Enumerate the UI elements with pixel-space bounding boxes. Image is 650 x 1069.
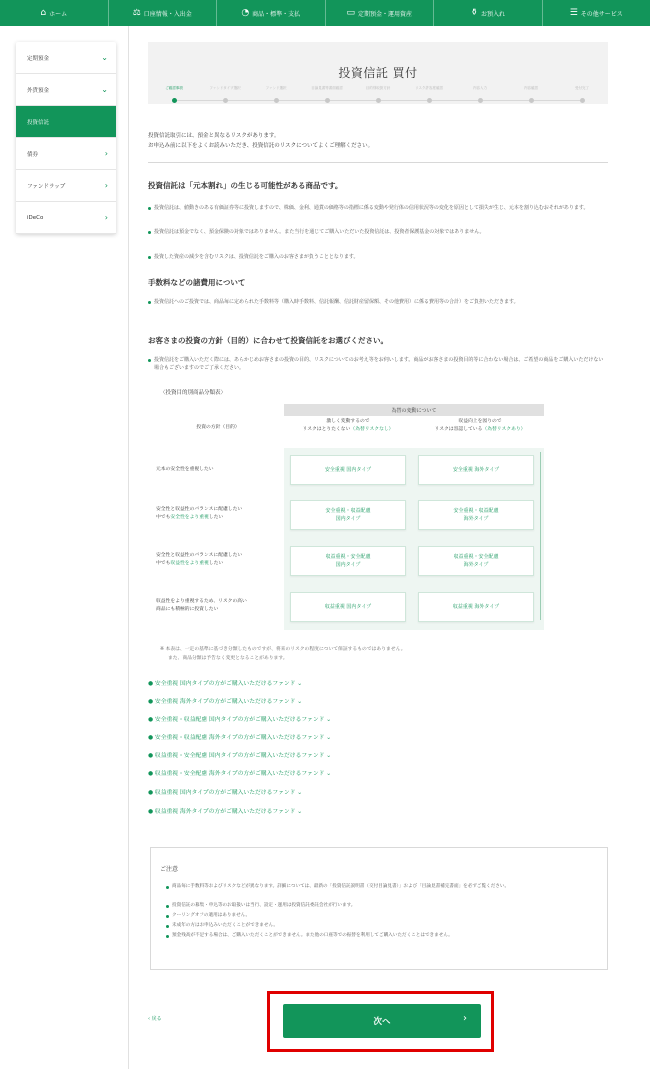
notice-bullet: 投資信託の募集・申込等のお取扱いは当行、設定・運用は投資信託委託会社が行います。 xyxy=(166,902,598,910)
intro-text-1: 投資信託取引には、預金と異なるリスクがあります。 xyxy=(148,133,280,139)
table-row-label-1 xyxy=(156,466,280,474)
notice-bullet: 預金残高が不足する場合は、ご購入いただくことができません。また他の口座等での振替を利用してご購入いただくことはできません。 xyxy=(166,932,598,940)
fund-link-safe-balanced-overseas[interactable]: ● 安全重視・収益配慮 海外タイプの方がご購入いただけるファンド ⌄ xyxy=(148,735,332,741)
folder-icon: ▭ xyxy=(346,8,355,18)
notice-bullet: クーリングオフの適用はありません。 xyxy=(166,912,598,920)
back-link[interactable] xyxy=(148,1015,162,1022)
fund-type-cell: 収益重視 国内タイプ xyxy=(290,592,406,622)
notice-title: ご注意 xyxy=(160,866,179,873)
header-line xyxy=(418,426,542,434)
table-group-header: 為替の変動について xyxy=(284,404,544,416)
step-label: 内容入力 xyxy=(473,86,487,90)
link-text: 収益重視 海外タイプの方がご購入いただけるファンド xyxy=(154,809,296,815)
table-note: ※ 本表は、一定の基準に基づき分類したものですが、将来のリスクの程度について保証するものではありません。 xyxy=(160,647,406,652)
nav-assets[interactable] xyxy=(326,0,435,26)
fund-type-cell: 安全重視・収益配慮 国内タイプ xyxy=(290,500,406,530)
link-text: 安全重視・収益配慮 海外タイプの方がご購入いただけるファンド xyxy=(154,735,325,741)
row-text-part: 中でも xyxy=(156,561,171,566)
sidebar-item-bonds[interactable] xyxy=(16,138,116,170)
table-col-header-2 xyxy=(418,418,542,434)
notice-bullet: 未成年の方はお申込みいただくことができません。 xyxy=(166,922,598,930)
sidebar-item-ideco[interactable] xyxy=(16,202,116,234)
step-dot xyxy=(529,98,534,103)
fund-type-cell: 収益重視 海外タイプ xyxy=(418,592,534,622)
sidebar-item-label: 債券 xyxy=(27,151,39,158)
bullet-text: 投資信託は、値動きのある有価証券等に投資しますので、株価、金利、通貨の価格等の指標に係る変動や発行体の信用状況等の変化を原因として損失が生じ、元本を割り込むおそれがあります。 xyxy=(148,204,608,212)
divider xyxy=(148,162,608,163)
home-icon: ⌂ xyxy=(40,8,47,18)
row-text: 収益性をより重視するため、リスクの高い xyxy=(156,599,247,604)
row-text: 安全性と収益性のバランスに配慮したい xyxy=(156,553,243,558)
section-heading: お客さまの投資の方針（目的）に合わせて投資信託をお選びください。 xyxy=(148,336,388,345)
step-label: ファンド選択 xyxy=(265,86,287,90)
nav-deposit[interactable] xyxy=(434,0,543,26)
chevron-right-icon: › xyxy=(104,213,108,222)
nav-label: 定期預金・運用資産 xyxy=(358,10,413,18)
step-dot xyxy=(580,98,585,103)
progress-steps xyxy=(148,86,608,106)
step-dot xyxy=(478,98,483,103)
row-text: 元本の安全性を重視したい xyxy=(156,467,214,472)
section-heading: 投資信託は「元本割れ」の生じる可能性がある商品です。 xyxy=(148,181,343,190)
link-text: 安全重視 海外タイプの方がご購入いただけるファンド xyxy=(154,699,296,705)
deposit-icon: ⚱ xyxy=(470,8,479,18)
sidebar-item-fund-wrap[interactable] xyxy=(16,170,116,202)
nav-label: 口座情報・入出金 xyxy=(143,10,192,18)
table-caption: 〈投資目的別商品分類表〉 xyxy=(160,390,227,396)
step-label: リスク許容度確認 xyxy=(415,86,443,90)
fund-link-safe-domestic[interactable]: ● 安全重視 国内タイプの方がご購入いただけるファンド ⌄ xyxy=(148,681,303,687)
fund-link-yield-balanced-domestic[interactable]: ● 収益重視・安全配慮 国内タイプの方がご購入いただけるファンド ⌄ xyxy=(148,753,332,759)
notice-bullet: 商品毎に手数料等およびリスクなどが異なります。詳細については、最新の「投資信託説明書（交付目論見書）」および「目論見書補完書面」を必ずご覧ください。 xyxy=(166,883,598,891)
fund-link-safe-overseas[interactable]: ● 安全重視 海外タイプの方がご購入いただけるファンド ⌄ xyxy=(148,699,303,705)
bullet-text: 投資信託をご購入いただく際には、あらかじめお客さまの投資の目的、リスクについてのお考え等をお伺いします。商品がお客さまの投資目的等に合わない場合は、ご希望の商品をご購入いただけない場合もございますのでご了承ください。 xyxy=(148,356,608,372)
sidebar-item-label: ファンドラップ xyxy=(27,183,66,190)
link-text: 収益重視 国内タイプの方がご購入いただけるファンド xyxy=(154,790,296,796)
risk-arrow xyxy=(540,452,541,620)
sidebar-item-investment-trust[interactable] xyxy=(16,106,116,138)
chevron-down-icon: ⌄ xyxy=(101,85,108,94)
nav-label: その他サービス xyxy=(580,10,623,18)
back-label: 戻る xyxy=(151,1016,162,1022)
chevron-left-icon: ‹ xyxy=(148,1016,150,1022)
row-text: 安全性と収益性のバランスに配慮したい xyxy=(156,507,243,512)
row-text xyxy=(156,560,280,568)
table-row-label-4 xyxy=(156,598,280,614)
bullet-text: 投資信託へのご投資では、商品毎に定められた手数料等（購入時手数料、信託報酬、信託財産留保額、その他費用）に係る費用等の合計）をご負担いただきます。 xyxy=(148,298,608,306)
bullet-text: 投資信託は預金でなく、預金保険の対象ではありません。また当行を通じてご購入いただいた投資信託は、投資者保護基金の対象ではありません。 xyxy=(148,228,608,236)
trade-icon: ◔ xyxy=(241,8,250,18)
menu-icon: ☰ xyxy=(569,8,578,18)
link-text: 安全重視・収益配慮 国内タイプの方がご購入いただけるファンド xyxy=(154,717,325,723)
nav-other[interactable] xyxy=(543,0,650,26)
section-heading: 手数料などの諸費用について xyxy=(148,278,246,287)
nav-label: 商品・標準・支払 xyxy=(252,10,301,18)
step-label: ファンドタイプ選択 xyxy=(209,86,241,90)
nav-label: お預入れ xyxy=(481,10,506,18)
header-highlight: （為替リスクなし） xyxy=(350,427,394,432)
sidebar-item-label: 定期預金 xyxy=(27,55,50,62)
row-text-part: 中でも xyxy=(156,515,171,520)
header-highlight: （為替リスクあり） xyxy=(482,427,526,432)
fund-link-yield-domestic[interactable]: ● 収益重視 国内タイプの方がご購入いただけるファンド ⌄ xyxy=(148,790,303,796)
link-text: 収益重視・安全配慮 国内タイプの方がご購入いただけるファンド xyxy=(154,753,325,759)
step-dot xyxy=(223,98,228,103)
link-text: 収益重視・安全配慮 海外タイプの方がご購入いただけるファンド xyxy=(154,771,325,777)
chevron-right-icon: › xyxy=(463,1013,467,1024)
sidebar-item-label: 投資信託 xyxy=(27,119,50,126)
sidebar xyxy=(16,42,116,234)
chevron-right-icon: › xyxy=(104,149,108,158)
step-complete xyxy=(552,86,612,103)
table-note: また、商品分類は予告なく変更となることがあります。 xyxy=(168,656,288,661)
step-label: ご確認事項 xyxy=(165,86,183,90)
header-text: リスクはとりたくない xyxy=(302,427,351,432)
step-label: 内容確認 xyxy=(524,86,538,90)
nav-trade[interactable] xyxy=(217,0,326,26)
header-line: 収益向上を図りので xyxy=(458,419,502,424)
table-row-label-3 xyxy=(156,552,280,568)
row-text-part: したい xyxy=(208,561,224,566)
step-dot xyxy=(172,98,177,103)
fund-type-cell: 収益重視・安全配慮 海外タイプ xyxy=(418,546,534,576)
nav-label: ホーム xyxy=(49,10,68,18)
row-text-highlight: 安全性をより重視 xyxy=(170,515,209,520)
step-dot xyxy=(376,98,381,103)
row-text-part: したい xyxy=(208,515,224,520)
sidebar-divider xyxy=(128,26,129,1069)
step-label: 目的別取扱方針 xyxy=(365,86,391,90)
fund-link-yield-balanced-overseas[interactable]: ● 収益重視・安全配慮 海外タイプの方がご購入いただけるファンド ⌄ xyxy=(148,771,332,777)
chevron-down-icon: ⌄ xyxy=(101,53,108,62)
fund-link-yield-overseas[interactable]: ● 収益重視 海外タイプの方がご購入いただけるファンド ⌄ xyxy=(148,809,303,815)
step-label: 受付完了 xyxy=(575,86,589,90)
sidebar-item-label: 外貨預金 xyxy=(27,87,50,94)
next-button[interactable] xyxy=(283,1004,481,1038)
fund-type-cell: 安全重視 海外タイプ xyxy=(418,455,534,485)
header-text: リスクは容認している xyxy=(434,427,483,432)
fund-type-cell: 収益重視・安全配慮 国内タイプ xyxy=(290,546,406,576)
step-label: 目論見書等書面確認 xyxy=(311,86,343,90)
nav-home[interactable] xyxy=(0,0,109,26)
bullet-text: 投資した資産の減少を含むリスクは、投資信託をご購入のお客さまが負うこととなります。 xyxy=(148,253,608,261)
next-label: 次へ xyxy=(373,1017,391,1027)
step-dot xyxy=(427,98,432,103)
header-line: 激しく変動するので xyxy=(326,419,370,424)
fund-type-cell: 安全重視・収益配慮 海外タイプ xyxy=(418,500,534,530)
page-title: 投資信託 買付 xyxy=(338,66,418,80)
top-navigation xyxy=(0,0,650,26)
table-row-label-2 xyxy=(156,506,280,522)
sidebar-item-foreign-deposit[interactable] xyxy=(16,74,116,106)
table-col-header-1 xyxy=(286,418,410,434)
account-icon: ⚖ xyxy=(132,8,141,18)
nav-account[interactable] xyxy=(109,0,218,26)
fund-type-cell: 安全重視 国内タイプ xyxy=(290,455,406,485)
header-line xyxy=(286,426,410,434)
sidebar-item-label: iDeCo xyxy=(27,214,44,221)
step-dot xyxy=(325,98,330,103)
step-dot xyxy=(274,98,279,103)
chevron-right-icon: › xyxy=(104,181,108,190)
row-text: 商品にも積極的に投資したい xyxy=(156,607,219,612)
row-text xyxy=(156,514,280,522)
sidebar-item-time-deposit[interactable] xyxy=(16,42,116,74)
row-text-highlight: 収益性をより重視 xyxy=(170,561,209,566)
link-text: 安全重視 国内タイプの方がご購入いただけるファンド xyxy=(154,681,296,687)
intro-text-2: お申込み前に以下をよくお読みいただき、投資信託のリスクについてよくご理解ください。 xyxy=(148,143,374,149)
fund-link-safe-balanced-domestic[interactable]: ● 安全重視・収益配慮 国内タイプの方がご購入いただけるファンド ⌄ xyxy=(148,717,332,723)
table-row-header: 投資の方針（目的） xyxy=(196,425,240,430)
